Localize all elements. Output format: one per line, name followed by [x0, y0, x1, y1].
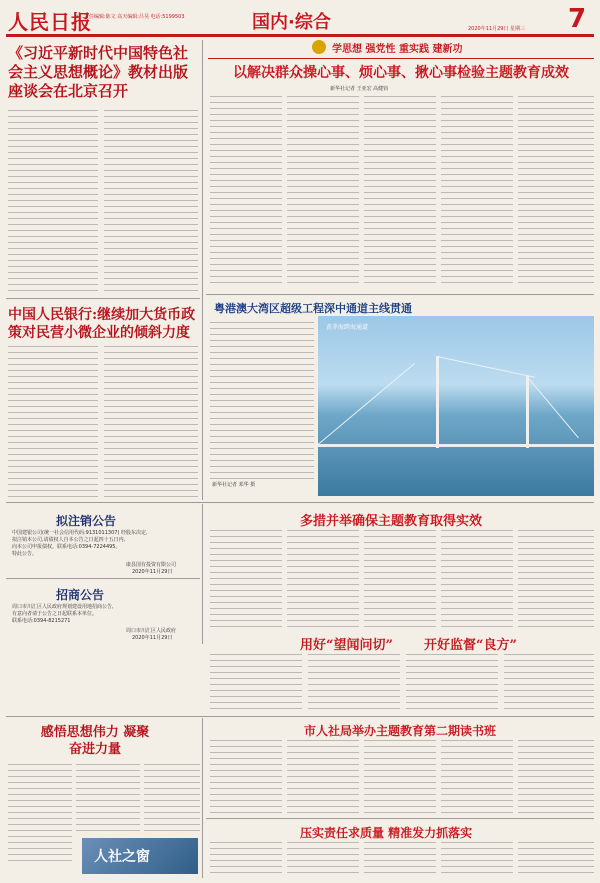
- edu-body-col1: [210, 530, 282, 630]
- notice1-line: 中国建银公司(统一社会信用代码:9131011307) 经股东决定,: [12, 530, 148, 536]
- headline-edu: 多措并举确保主题教育取得实效: [300, 514, 483, 529]
- study-body-col3: [364, 740, 436, 814]
- divider: [6, 578, 200, 579]
- bridge-cable: [318, 363, 415, 445]
- study-body-col1: [210, 740, 282, 814]
- notice2-date: 2020年11月29日: [132, 635, 173, 641]
- study-body-col5: [518, 740, 594, 814]
- divider: [6, 716, 594, 717]
- bridge-cable: [527, 376, 579, 438]
- article-top-left-body: [8, 110, 98, 293]
- photo-inset-label: 黄茅海跨海通道: [326, 324, 369, 331]
- column-divider: [202, 40, 203, 500]
- bottom-body-col1: [210, 842, 282, 878]
- bridge-cable: [437, 356, 535, 378]
- bridge-deck: [318, 444, 594, 447]
- headline-mid-left: 中国人民银行:继续加大货币政策对民营小微企业的倾斜力度: [8, 307, 196, 341]
- column-logo-text: 人社之窗: [94, 849, 150, 865]
- ask-body-col2: [308, 654, 400, 712]
- notice2-line: 周口市川汇区人民政府规划建设用地招商公告,: [12, 604, 114, 610]
- main-body-col1: [210, 96, 282, 288]
- bridge-photo: [318, 316, 594, 496]
- page-number: 7: [568, 4, 587, 34]
- photo-credit: 新华社记者 邓华 摄: [212, 482, 256, 488]
- notice1-signature: 康县国有投资有限公司: [126, 562, 177, 568]
- column-divider: [202, 718, 203, 878]
- main-body-col2: [287, 96, 359, 288]
- article-mid-left-body: [8, 346, 98, 498]
- notice2-line: 有意向者请于公告之日起联系本单位。: [12, 611, 98, 617]
- main-body-col4: [441, 96, 513, 288]
- party-emblem-icon: [312, 40, 326, 54]
- column-divider: [202, 504, 203, 644]
- headline-supervise: 开好监督“良方”: [424, 638, 517, 653]
- byline-main: 新华社记者 王亚宏 高健钧: [330, 86, 389, 92]
- edu-body-col2: [287, 530, 359, 630]
- headline-main: 以解决群众操心事、烦心事、揪心事检验主题教育成效: [233, 65, 569, 81]
- notice1-date: 2020年11月29日: [132, 569, 173, 575]
- notice1-title: 拟注销公告: [56, 514, 117, 528]
- edit-info: 责任编辑:陈文 高天编辑:吕昊 电话:5199503: [84, 14, 185, 20]
- photo-headline: 粤港澳大湾区超级工程深中通道主线贯通: [214, 302, 412, 315]
- edu-body-col3: [364, 530, 436, 630]
- edu-body-col5: [518, 530, 594, 630]
- header-rule: [6, 34, 594, 37]
- divider: [206, 818, 594, 819]
- edu-body-col4: [441, 530, 513, 630]
- headline-bottom: 压实责任求质量 精准发力抓落实: [300, 826, 473, 840]
- lower-left-body-col2: [76, 764, 140, 834]
- notice1-line: 特此公告。: [12, 551, 38, 557]
- bottom-body-col2: [287, 842, 359, 878]
- section-title: 国内·综合: [252, 12, 331, 33]
- notice1-line: 拟注销本公司,请债权人自本公告之日起四十五日内,: [12, 537, 126, 543]
- bridge-tower: [526, 376, 529, 448]
- study-body-col2: [287, 740, 359, 814]
- divider: [206, 294, 594, 295]
- notice2-signature: 周口市川汇区人民政府: [126, 628, 177, 634]
- banner-slogan: 学思想 强党性 重实践 建新功: [332, 44, 463, 55]
- notice2-line: 联系电话:0394-8215271: [12, 618, 71, 624]
- masthead: 人民日报: [8, 10, 92, 34]
- bottom-body-col3: [364, 842, 436, 878]
- headline-top-left: 《习近平新时代中国特色社会主义思想概论》教材出版座谈会在北京召开: [8, 44, 189, 100]
- column-logo-box: [82, 838, 198, 874]
- bridge-tower: [436, 356, 439, 448]
- bottom-body-col4: [441, 842, 513, 878]
- notice1-line: 向本公司申报债权。联系电话:0394-7224495。: [12, 544, 121, 550]
- main-body-col3: [364, 96, 436, 288]
- photo-caption-body: [210, 322, 314, 480]
- lower-left-body-col3: [144, 764, 200, 834]
- ask-body-col1: [210, 654, 302, 712]
- headline-lower-left: 感悟思想伟力 凝聚奋进力量: [40, 725, 150, 757]
- headline-study: 市人社局举办主题教育第二期读书班: [304, 724, 497, 738]
- article-mid-left-body-2: [104, 346, 198, 498]
- lower-left-body-col1: [8, 764, 72, 864]
- date: 2020年11月29日 星期三: [468, 26, 526, 32]
- banner-rule: [208, 58, 594, 59]
- notice2-title: 招商公告: [56, 588, 105, 602]
- study-body-col4: [441, 740, 513, 814]
- bottom-body-col5: [518, 842, 594, 878]
- main-body-col5: [518, 96, 594, 288]
- supervise-body-col1: [406, 654, 498, 712]
- divider: [6, 298, 200, 299]
- article-top-left-body-2: [104, 110, 198, 293]
- divider: [6, 502, 594, 503]
- supervise-body-col2: [504, 654, 594, 712]
- headline-ask: 用好“望闻问切”: [300, 638, 393, 653]
